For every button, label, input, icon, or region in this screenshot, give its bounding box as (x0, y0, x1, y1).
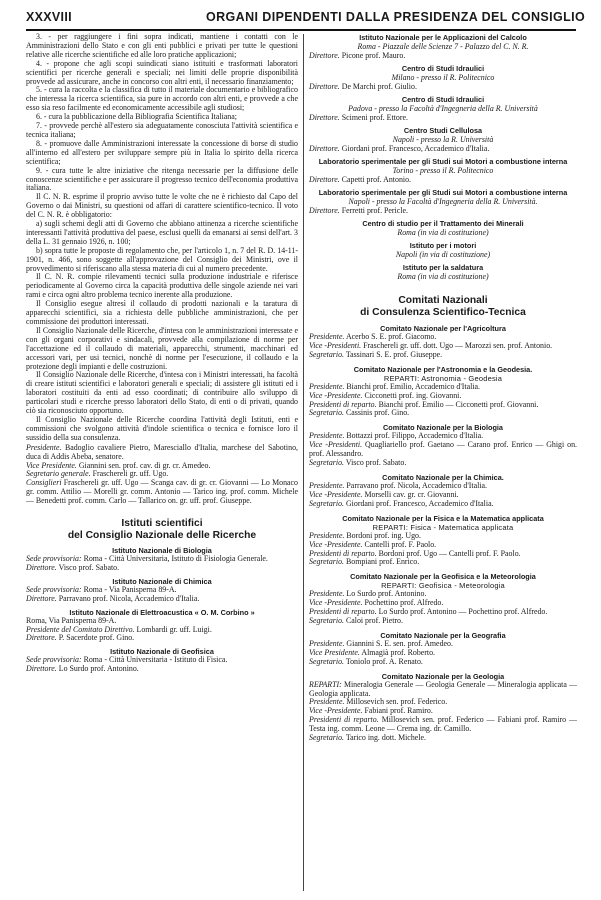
entry-line (309, 250, 577, 259)
institute-name: Centro di Studi Idraulici (401, 95, 485, 104)
entry-label: Direttore. (26, 664, 57, 674)
entry-line (309, 272, 577, 281)
institutes-list (26, 546, 298, 674)
paragraph: 8. - promuove dalle Amministrazioni interessate la concessione di borse di studio all'interno ed all'estero per sviluppare sempre più in Italia lo spirito della ricerca scientifica; (26, 138, 298, 166)
entry-text: Giordani prof. Francesco, Accademico d'Italia. (341, 144, 490, 153)
entry-line (309, 166, 577, 175)
council-officers (26, 444, 298, 506)
entry-text: (in via di costituzione) (417, 228, 489, 237)
institute-name: Centro di Studi Idraulici (401, 64, 485, 73)
institute-name: Istituto Nazionale di Biologia (112, 546, 212, 556)
entry-text: Picone prof. Mauro. (341, 51, 406, 60)
paragraph: Il Consiglio esegue altresì il collaudo di prodotti nazionali e la taratura di apparecchi scientifici, sia a richiesta delle pubbliche amministrazioni, che per commissione dei produttori interessati. (26, 299, 298, 326)
page-header (26, 10, 586, 26)
entry-text: Ferretti prof. Pericle. (341, 206, 408, 215)
research-centers-list (309, 33, 577, 281)
entry-line (309, 500, 577, 509)
entry-text: Cicconetti prof. ing. Giovanni. (364, 390, 462, 400)
entry-line (309, 51, 577, 60)
entry-line (309, 135, 577, 144)
institute-name: Istituto Nazionale di Elettroacustica « O. M. Corbino » (69, 607, 255, 617)
entry-line (309, 658, 577, 667)
entry-text: Morselli cav. gr. cr. Giovanni. (364, 489, 459, 499)
entry-label: Vice Presidente. (309, 647, 360, 657)
entry-text: Fabiani prof. Ramiro. (364, 706, 433, 716)
entry-text: Tassinari S. E. prof. Giuseppe. (345, 349, 443, 359)
institute-name: Istituto per la saldatura (402, 263, 484, 272)
entry-label: Direttore. (309, 51, 340, 60)
entry-text: Cantelli prof. F. Paolo. (364, 539, 437, 549)
entry-text: Giannini sen. prof. cav. di gr. cr. Amedeo. (78, 460, 211, 470)
committee-name: Comitato Nazionale per la Biologia (382, 423, 503, 433)
entry-line (309, 197, 577, 206)
entry-label: Roma (357, 42, 376, 51)
entry-text: De Marchi prof. Giulio. (341, 82, 417, 91)
section-title: Istituti scientifici (121, 518, 203, 530)
entry-text: Pochettino prof. Alfredo. (364, 598, 444, 608)
committee-name: Comitato Nazionale per la Chimica. (382, 472, 504, 482)
entry-label: Presidente. (309, 638, 345, 648)
section-subtitle: di Consulenza Scientifico-Tecnica (360, 307, 526, 318)
entry-line (26, 665, 298, 674)
entry-label: Direttore. (26, 593, 57, 603)
committee-name: Comitato Nazionale per l'Agricoltura (380, 324, 506, 333)
entry-text: Bordoni prof. Ugo — Cantelli prof. F. Paolo. (378, 548, 521, 558)
committees-list (309, 324, 577, 743)
committee-name: Comitato Nazionale per la Geografia (380, 630, 506, 640)
entry-label: Segretario. (309, 733, 344, 743)
committee-name: Comitato Nazionale per l'Astronomia e la Geodesia. (353, 364, 533, 374)
entry-line (309, 351, 577, 360)
institute-name: Centro di studio per il Trattamento dei Minerali (362, 219, 524, 228)
institute-name: Centro Studi Cellulosa (403, 126, 483, 135)
entry-text: Parravano prof. Nicola, Accademico d'Italia. (346, 480, 487, 490)
entry-text: - presso il R. Politecnico (415, 166, 494, 175)
committee-reparti: REPARTI: Fisica - Matematica applicata (372, 522, 514, 532)
entry-text: P. Sacerdote prof. Gino. (58, 633, 135, 643)
entry-label: Segretario. (309, 616, 344, 626)
entry-label: Presidenti di reparto. (309, 715, 379, 725)
entry-text: - presso la Facoltà d'Ingegneria della R. Università (374, 104, 538, 113)
entry-label: Presidente. (309, 381, 345, 391)
entry-line (309, 175, 577, 184)
entry-text: Bottazzi prof. Filippo, Accademico d'Italia. (346, 431, 484, 441)
entry-text: Millosevich sen. prof. Federico — Fabiani prof. Ramiro — Testa ing. comm. Leone — Crema ing. dr. Camillo. (309, 715, 577, 734)
entry-text: (in via di costituzione) (417, 272, 489, 281)
entry-label: Vice -Presidente. (309, 390, 363, 400)
entry-line (309, 441, 577, 459)
entry-text: Toniolo prof. A. Renato. (345, 656, 423, 666)
entry-text: Parravano prof. Nicola, Accademico d'Italia. (58, 593, 200, 603)
entry-label: Presidente. (309, 530, 345, 540)
entry-label: Napoli (392, 135, 415, 144)
entry-label: REPARTI: (309, 679, 342, 689)
entry-text: Cassinis prof. Gino. (345, 408, 410, 418)
entry-label: Presidente. (309, 332, 345, 341)
entry-label: Vice -Presidenti. (309, 440, 363, 450)
paragraph: 9. - cura tutte le altre iniziative che ritenga necessarie per la diffusione delle conoscenze scientifiche e per assicurare il progresso tecnico dell'economia produttiva italiana. (26, 165, 298, 193)
entry-line (26, 444, 298, 462)
institute-name: Istituto Nazionale di Geofisica (110, 647, 214, 657)
entry-text: Lo Surdo prof. Antonino. (346, 589, 427, 599)
entry-label: Direttore. (309, 206, 340, 215)
institute-name: Istituto Nazionale di Chimica (112, 576, 212, 586)
paragraph: 4. - propone che agli scopi suindicati siano istituiti e trasformati laboratori scientifici per ricerche generali e speciali; nei limiti delle proprie disponibilità provvede ad assicurare, anche in concorso con altri enti, il necessario finanziamento; (26, 58, 298, 86)
entry-text: Lombardi gr. uff. Luigi. (136, 624, 212, 634)
entry-label: Vice -Presidente. (309, 706, 363, 716)
entry-text: - presso la Facoltà d'Ingegneria della R. Università. (371, 197, 538, 206)
entry-label: Direttore. (309, 175, 340, 184)
header-rule (26, 29, 576, 31)
institute-name: Laboratorio sperimentale per gli Studi sui Motori a combustione interna (318, 188, 568, 197)
entry-label: Vice -Presidente. (309, 598, 363, 608)
committee-reparti: REPARTI: Astronomia - Geodesia (383, 373, 503, 383)
entry-label: Vice Presidente. (26, 460, 77, 470)
institute-name: Istituto Nazionale per le Applicazioni del Calcolo (359, 33, 527, 42)
entry-label: Segretario. (309, 557, 344, 567)
entry-label: Vice -Presidenti. (309, 340, 362, 350)
entry-line (309, 409, 577, 418)
entry-label: Presidenti di reparto. (309, 607, 377, 617)
entry-line (309, 42, 577, 51)
entry-text: - presso il R. Politecnico (416, 73, 495, 82)
entry-text: Almagià prof. Roberto. (361, 647, 436, 657)
entry-text: Roma - Città Universitaria, Istituto di Fisiologia Generale. (83, 554, 268, 564)
committee-name: Comitato Nazionale per la Geologia (381, 671, 505, 681)
entry-text: Acerbo S. E. prof. Giacomo. (345, 332, 437, 341)
entry-label: Direttore. (26, 562, 57, 572)
entry-label: Consiglieri (26, 478, 62, 488)
paragraph: Il Consiglio Nazionale delle Ricerche, d'intesa con i Ministri interessati, ha facoltà di creare istituti scientifici e laboratori generali e speciali; di assistere gli istituti ed i laboratori costituiti da enti ad esso coordinati; di contribuire allo sviluppo di particolari studi e ricerche presso laboratori dello Stato, di enti o di privati, quando ciò sia riconosciuto opportuno. (26, 370, 298, 416)
paragraph: Il C. N. R. compie rilevamenti tecnici sulla produzione industriale e riferisce periodicamente al Governo circa la capacità produttiva delle singole aziende nei vari rami e circa ogni altro problema tecnico inerente alla produzione. (26, 272, 298, 300)
entry-line (26, 564, 298, 573)
entry-line (26, 479, 298, 506)
page-number: XXXVIII (26, 10, 72, 24)
right-column (309, 33, 577, 893)
entry-label: Direttore. (309, 113, 340, 122)
paragraph: 5. - cura la raccolta e la classifica di tutto il materiale documentario e bibliografico che interessa la ricerca scientifica, sia pure in accordo con altri enti, e provvede a che esso sia reso facilmente ed economicamente accessibile agli studiosi; (26, 85, 298, 113)
entry-text: Lo Surdo prof. Antonino. (58, 664, 139, 674)
paragraph: Il Consiglio Nazionale delle Ricerche, d'intesa con le amministrazioni interessate e con gli organi corporativi e sindacali, provvede alla compilazione di norme per l'accettazione ed il collaudo di materiali, apparecchi, strumenti, macchinari ed accessori vari, per usi tecnici, nonchè di norme per l'esecuzione, il collaudo e la protezione degli impianti e delle costruzioni. (26, 325, 298, 371)
paragraph: Il Consiglio Nazionale delle Ricerche coordina l'attività degli Istituti, enti e commissioni che svolgono attività d'indole scientifica o tecnica e fornisce loro il sussidio della sua consulenza. (26, 414, 298, 442)
entry-text: Fraschereli gr. uff. Ugo. (92, 469, 169, 479)
entry-label: Segretario generale. (26, 469, 91, 479)
paragraph: Il C. N. R. esprime il proprio avviso tutte le volte che ne è richiesto dal Capo del Governo o dai Ministri, su questioni od affari di carattere scientifico-tecnico. Il voto del C. N. R. è obbligatorio: (26, 192, 298, 220)
institute-name: Laboratorio sperimentale per gli Studi sui Motori a combustione interna (318, 157, 568, 166)
entry-label: Presidente del Comitato Direttivo. (26, 624, 135, 634)
entry-line (309, 82, 577, 91)
entry-label: Sede provvisoria: (26, 655, 82, 665)
entry-label: Milano (391, 73, 415, 82)
entry-label: Segretario. (309, 656, 344, 666)
entry-label: Presidente. (309, 480, 345, 490)
entry-label: Sede provvisoria: (26, 584, 82, 594)
entry-text: Tarico ing. dott. Michele. (345, 733, 426, 743)
entry-text: Giordani prof. Francesco, Accademico d'Italia. (345, 498, 494, 508)
left-paragraphs (26, 33, 298, 443)
paragraph: a) sugli schemi degli atti di Governo che abbiano attinenza a ricerche scientifiche interessanti l'attività produttiva del paese, esclusi quelli da emanarsi ai sensi dell'art. 3 della L. 31 gennaio 1926, n. 100; (26, 219, 298, 246)
committees-section-heading (309, 295, 577, 319)
entry-label: Torino (392, 166, 414, 175)
entry-label: Segretario. (309, 498, 344, 508)
entry-label: Segretario. (309, 408, 344, 418)
committee-reparti: REPARTI: Geofisica - Meteorologia (381, 581, 505, 591)
entry-text: Mineralogia Generale — Geologia Generale — Mineralogia applicata — Geologia applicata. (309, 679, 577, 698)
entry-text: - Piazzale delle Scienze 7 - Palazzo del C. N. R. (377, 42, 529, 51)
entry-text: Scimeni prof. Ettore. (341, 113, 408, 122)
entry-line (26, 595, 298, 604)
committee-name: Comitato Nazionale per la Fisica e la Matematica applicata (342, 513, 544, 523)
entry-text: Giannini S. E. sen. prof. Amedeo. (346, 638, 453, 648)
section-subtitle: del Consiglio Nazionale delle Ricerche (67, 530, 257, 542)
entry-text: Fraschereli gr. uff. dott. Ugo — Marozzi sen. prof. Antonio. (363, 340, 553, 350)
entry-label: Direttore. (309, 144, 340, 153)
entry-label: Roma (397, 272, 416, 281)
entry-label: Presidenti di reparto. (309, 548, 377, 558)
entry-text: Visco prof. Sabato. (58, 562, 120, 572)
entry-line (309, 716, 577, 734)
entry-text: Visco prof. Sabato. (345, 458, 407, 468)
entry-label: Presidente. (309, 697, 345, 707)
entry-text: Bordoni prof. ing. Ugo. (346, 530, 421, 540)
entry-label: Presidente. (309, 589, 345, 599)
entry-line (309, 144, 577, 153)
entry-label: Presidenti di reparto. (309, 399, 377, 409)
entry-label: Vice -Presidente. (309, 539, 363, 549)
institutes-section-heading (26, 518, 298, 542)
entry-label: Napoli (395, 250, 418, 259)
paragraph: 3. - per raggiungere i fini sopra indicati, mantiene i contatti con le Amministrazioni dello Stato e con gli enti pubblici e privati per tutte le questioni relative alle ricerche scientifiche ed alle loro pratiche applicazioni; (26, 33, 298, 59)
page-title: ORGANI DIPENDENTI DALLA PRESIDENZA DEL CONSIGLIO (206, 10, 586, 24)
entry-line (309, 228, 577, 237)
entry-text: Capetti prof. Antonio. (341, 175, 412, 184)
entry-label: Napoli (348, 197, 370, 206)
entry-text: (in via di costituzione) (419, 250, 491, 259)
paragraph: b) sopra tutte le proposte di regolamento che, per l'articolo 1, n. 7 del R. D. 14-11-1901, n. 466, sono soggette all'approvazione del Consiglio dei Ministri, ove il provvedimento si riferiscano alla stessa materia di cui al numero precedente. (26, 245, 298, 273)
entry-text: Roma, Via Panisperna 89-A. (26, 615, 117, 625)
entry-line (309, 113, 577, 122)
entry-label: Direttore. (26, 633, 57, 643)
column-divider (303, 34, 304, 891)
entry-text: - presso la R. Università (416, 135, 494, 144)
entry-line (309, 681, 577, 699)
paragraph: 6. - cura la pubblicazione della Bibliografia Scientifica Italiana; (36, 112, 237, 122)
entry-line (309, 459, 577, 468)
institute-name: Istituto per i motori (409, 241, 477, 250)
entry-line (309, 734, 577, 743)
entry-label: Segretario. (309, 349, 344, 359)
entry-text: Roma - Via Panisperna 89-A. (83, 584, 177, 594)
entry-line (309, 558, 577, 567)
entry-line (309, 617, 577, 626)
paragraph: 7. - provvede perchè all'estero sia adeguatamente conosciuta l'attività scientifica e tecnica italiana; (26, 121, 298, 139)
entry-label: Roma (397, 228, 416, 237)
entry-text: Millosevich sen. prof. Federico. (346, 697, 448, 707)
entry-text: Bianchi prof. Emilio — Cicconetti prof. Giovanni. (378, 399, 539, 409)
entry-text: Badoglio cavaliere Pietro, Maresciallo d'Italia, marchese del Sabotino, duca di Addis Abeba, senatore. (26, 442, 298, 461)
left-column (26, 33, 298, 893)
entry-text: Bompiani prof. Enrico. (345, 557, 420, 567)
entry-text: Bianchi prof. Emilio, Accademico d'Italia. (346, 381, 480, 391)
entry-text: Lo Surdo prof. Antonino — Pochettino prof. Alfredo. (378, 607, 548, 617)
entry-line (309, 73, 577, 82)
entry-label: Presidente. (26, 442, 62, 452)
entry-line (309, 206, 577, 215)
entry-text: Roma - Città Universitaria - Istituto di Fisica. (83, 655, 228, 665)
committee-name: Comitato Nazionale per la Geofisica e la Meteorologia (350, 572, 536, 582)
entry-text: Caloi prof. Pietro. (345, 616, 403, 626)
entry-line (309, 104, 577, 113)
entry-label: Padova (348, 104, 373, 113)
entry-label: Direttore. (309, 82, 340, 91)
entry-label: Presidente. (309, 431, 345, 441)
entry-label: Sede provvisoria: (26, 554, 82, 564)
entry-text: Fraschereli gr. uff. Ugo — Scanga cav. di gr. cr. Giovanni — Lo Monaco gr. comm. Attilio — Morelli gr. comm. Antonio — Tarico ing. prof. comm. Michele — Benedetti prof. comm. Carlo — Tallarico on. gr. uff. prof. Giuseppe. (26, 478, 298, 506)
entry-label: Vice -Presidente. (309, 489, 363, 499)
entry-line (26, 634, 298, 643)
entry-text: Quagliariello prof. Gaetano — Carano prof. Enrico — Ghigi on. prof. Alessandro. (309, 440, 577, 459)
section-title: Comitati Nazionali (398, 295, 488, 306)
entry-label: Segretario. (309, 458, 344, 468)
